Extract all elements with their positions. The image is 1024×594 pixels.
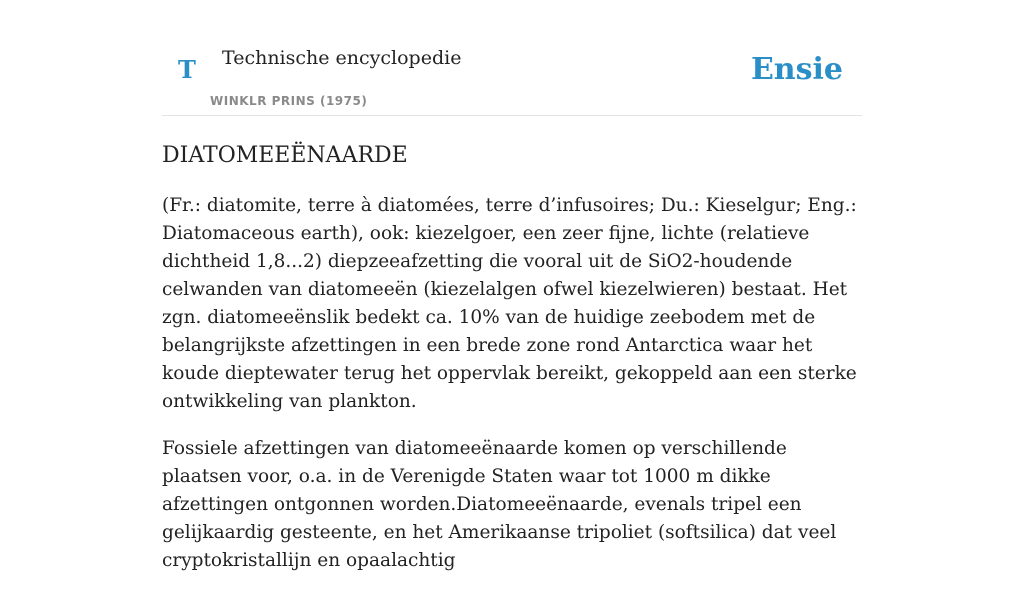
source-subtitle: WINKLR PRINS (1975) (210, 94, 368, 108)
source-icon[interactable]: T (178, 55, 196, 84)
header (162, 0, 862, 116)
entry-title: DIATOMEEËNAARDE (162, 143, 408, 168)
page (162, 0, 862, 571)
ensie-logo[interactable]: Ensie (750, 52, 843, 87)
source-title-link[interactable]: Technische encyclopedie (222, 47, 462, 69)
entry-body (162, 192, 862, 594)
entry-paragraph-1: (Fr.: diatomite, terre à diatomées, terre d’infusoires; Du.: Kieselgur; Eng.: Diatomaceous earth), ook: kiezelgoer, een zeer fijne, lichte (relatieve dichtheid 1,8...2) diepzeeafzetting die vooral uit de SiO2-houdende celwanden van diatomeeën (kiezelalgen ofwel kiezelwieren) bestaat. Het zgn. diatomeeënslik bedekt ca. 10% van de huidige zeebodem met de belangrijkste afzettingen in een brede zone rond Antarctica waar het koude dieptewater terug het oppervlak bereikt, gekoppeld aan een sterke ontwikkeling van plankton. (162, 195, 857, 412)
entry-paragraph-2: Fossiele afzettingen van diatomeeënaarde komen op verschillende plaatsen voor, o.a. in de Verenigde Staten waar tot 1000 m dikke afzettingen ontgonnen worden.Diatomeeënaarde, evenals tripel een gelijkaardig gesteente, en het Amerikaanse tripoliet (softsilica) dat veel cryptokristallijn en opaalachtig (162, 438, 837, 571)
